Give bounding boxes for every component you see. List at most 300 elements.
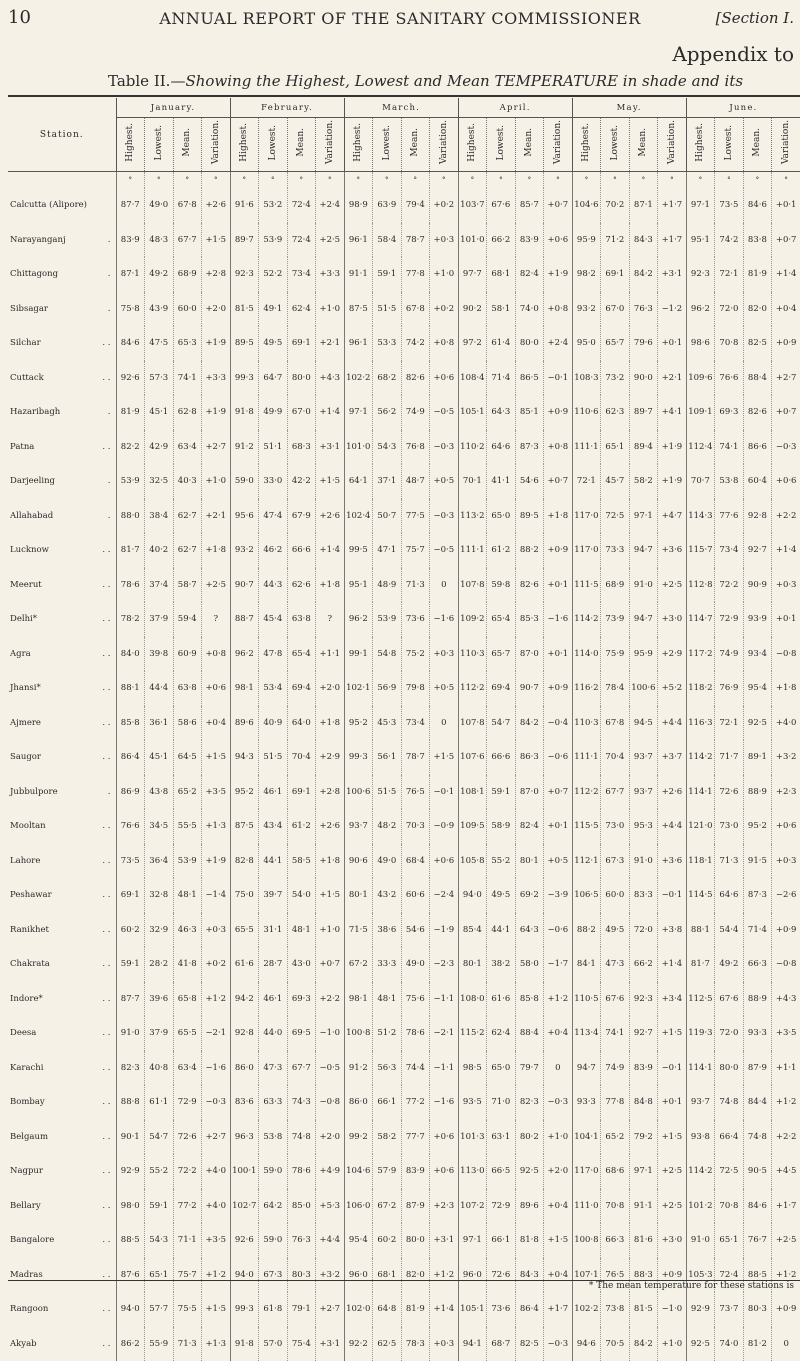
- value-cell: 60·6: [401, 878, 430, 913]
- value-cell: +1·9: [202, 844, 231, 879]
- value-cell: 91·5: [743, 844, 772, 879]
- value-cell: 61·2: [287, 809, 316, 844]
- value-cell: 95·4: [344, 1223, 373, 1258]
- value-cell: 91·6: [230, 188, 259, 223]
- degree-marker: °: [515, 172, 544, 189]
- column-header-label: Mean.: [410, 128, 420, 157]
- value-cell: 69·2: [515, 878, 544, 913]
- station-cell: [8, 1223, 116, 1258]
- running-head: ANNUAL REPORT OF THE SANITARY COMMISSIONER: [0, 9, 800, 28]
- value-cell: +4·3: [316, 361, 345, 396]
- value-cell: 72·9: [715, 602, 744, 637]
- value-cell: 65·0: [487, 499, 516, 534]
- value-cell: 49·9: [259, 395, 288, 430]
- value-cell: 63·4: [173, 430, 202, 465]
- value-cell: −0·3: [544, 1327, 573, 1361]
- station-name: Nagpur: [10, 1166, 43, 1176]
- value-cell: 47·1: [373, 533, 402, 568]
- month-header: January.: [116, 98, 230, 118]
- value-cell: −1·4: [202, 878, 231, 913]
- value-cell: 79·7: [515, 1051, 544, 1086]
- temperature-table: [8, 98, 800, 1361]
- value-cell: +1·0: [316, 913, 345, 948]
- station-cell: [8, 740, 116, 775]
- value-cell: 97·1: [629, 1154, 658, 1189]
- value-cell: 69·3: [715, 395, 744, 430]
- value-cell: +1·7: [658, 223, 687, 258]
- column-header-lowest: [487, 118, 516, 172]
- value-cell: 67·6: [487, 188, 516, 223]
- value-cell: 107·6: [458, 740, 487, 775]
- value-cell: 82·6: [515, 568, 544, 603]
- value-cell: 98·0: [116, 1189, 145, 1224]
- value-cell: 63·8: [173, 671, 202, 706]
- value-cell: 117·2: [686, 637, 715, 672]
- value-cell: 68·6: [601, 1154, 630, 1189]
- column-header-label: Lowest.: [610, 125, 620, 161]
- value-cell: +2·1: [316, 326, 345, 361]
- value-cell: −0·3: [430, 430, 459, 465]
- value-cell: 0: [430, 706, 459, 741]
- value-cell: 67·8: [601, 706, 630, 741]
- value-cell: 89·5: [230, 326, 259, 361]
- value-cell: 101·3: [458, 1120, 487, 1155]
- value-cell: +0·1: [772, 602, 800, 637]
- value-cell: 79·6: [629, 326, 658, 361]
- value-cell: 63·4: [173, 1051, 202, 1086]
- value-cell: 108·4: [458, 361, 487, 396]
- value-cell: 101·2: [686, 1189, 715, 1224]
- value-cell: 59·1: [145, 1189, 174, 1224]
- value-cell: 114·5: [686, 878, 715, 913]
- value-cell: 69·5: [287, 1016, 316, 1051]
- value-cell: 86·6: [743, 430, 772, 465]
- value-cell: 98·1: [344, 982, 373, 1017]
- value-cell: ?: [202, 602, 231, 637]
- value-cell: 114·2: [686, 740, 715, 775]
- value-cell: +1·0: [658, 1327, 687, 1361]
- value-cell: +0·1: [658, 1085, 687, 1120]
- value-cell: 110·2: [458, 430, 487, 465]
- leader-dots: .: [108, 787, 111, 797]
- value-cell: 81·9: [401, 1292, 430, 1327]
- value-cell: 89·4: [629, 430, 658, 465]
- value-cell: ?: [316, 602, 345, 637]
- value-cell: 88·4: [515, 1016, 544, 1051]
- value-cell: 69·1: [601, 257, 630, 292]
- value-cell: 47·4: [259, 499, 288, 534]
- station-cell: [8, 430, 116, 465]
- value-cell: +1·4: [772, 533, 800, 568]
- value-cell: 66·6: [487, 740, 516, 775]
- value-cell: 102·4: [344, 499, 373, 534]
- value-cell: +1·4: [316, 533, 345, 568]
- value-cell: 62·7: [173, 533, 202, 568]
- station-name: Belgaum: [10, 1132, 48, 1142]
- value-cell: 86·5: [515, 361, 544, 396]
- value-cell: 67·3: [259, 1258, 288, 1293]
- value-cell: 43·8: [145, 775, 174, 810]
- value-cell: 86·2: [116, 1327, 145, 1361]
- value-cell: 87·5: [230, 809, 259, 844]
- value-cell: 84·3: [629, 223, 658, 258]
- value-cell: 94·7: [629, 533, 658, 568]
- column-header-label: Mean.: [182, 128, 192, 157]
- station-name: Allahabad: [10, 511, 53, 521]
- column-header-highest: [686, 118, 715, 172]
- value-cell: 114·1: [686, 775, 715, 810]
- station-cell: [8, 844, 116, 879]
- degree-marker: °: [259, 172, 288, 189]
- value-cell: 90·0: [629, 361, 658, 396]
- value-cell: +2·2: [772, 1120, 800, 1155]
- value-cell: 85·7: [515, 188, 544, 223]
- value-cell: 93·9: [743, 602, 772, 637]
- value-cell: −1·1: [430, 982, 459, 1017]
- value-cell: +1·2: [772, 1085, 800, 1120]
- value-cell: 66·6: [287, 533, 316, 568]
- value-cell: 81·9: [116, 395, 145, 430]
- value-cell: −1·6: [430, 1085, 459, 1120]
- value-cell: 90·5: [743, 1154, 772, 1189]
- value-cell: 88·9: [743, 982, 772, 1017]
- value-cell: 97·1: [629, 499, 658, 534]
- station-cell: [8, 188, 116, 223]
- value-cell: 100·8: [344, 1016, 373, 1051]
- value-cell: 51·5: [259, 740, 288, 775]
- value-cell: −0·1: [658, 878, 687, 913]
- value-cell: +0·9: [544, 533, 573, 568]
- value-cell: 60·2: [116, 913, 145, 948]
- value-cell: 67·2: [373, 1189, 402, 1224]
- value-cell: 80·0: [401, 1223, 430, 1258]
- value-cell: +1·3: [202, 1327, 231, 1361]
- value-cell: 57·0: [259, 1327, 288, 1361]
- value-cell: 112·1: [572, 844, 601, 879]
- degree-marker: °: [715, 172, 744, 189]
- value-cell: +0·2: [202, 947, 231, 982]
- value-cell: 70·8: [715, 1189, 744, 1224]
- table-row: [8, 740, 800, 775]
- value-cell: 58·6: [173, 706, 202, 741]
- value-cell: 80·0: [287, 361, 316, 396]
- value-cell: +1·2: [772, 1258, 800, 1293]
- value-cell: 97·1: [686, 188, 715, 223]
- value-cell: 81·8: [515, 1223, 544, 1258]
- column-header-label: Highest.: [467, 123, 477, 162]
- value-cell: −1·1: [430, 1051, 459, 1086]
- value-cell: 65·0: [487, 1051, 516, 1086]
- value-cell: 49·5: [259, 326, 288, 361]
- month-header: June.: [686, 98, 800, 118]
- value-cell: 111·1: [572, 430, 601, 465]
- value-cell: 84·2: [629, 257, 658, 292]
- caption-text: Showing the Highest, Lowest and Mean TEMPERATURE in shade and its: [185, 72, 743, 90]
- footnote: * The mean temperature for these stations is: [589, 1281, 794, 1291]
- degree-marker: °: [202, 172, 231, 189]
- value-cell: 95·3: [629, 809, 658, 844]
- value-cell: −1·7: [544, 947, 573, 982]
- station-cell: [8, 775, 116, 810]
- value-cell: 37·9: [145, 602, 174, 637]
- column-header-lowest: [145, 118, 174, 172]
- value-cell: 67·9: [287, 499, 316, 534]
- value-cell: +0·8: [430, 326, 459, 361]
- value-cell: 76·7: [743, 1223, 772, 1258]
- column-header-label: Highest.: [239, 123, 249, 162]
- degree-marker: °: [487, 172, 516, 189]
- value-cell: 96·0: [344, 1258, 373, 1293]
- value-cell: 64·6: [487, 430, 516, 465]
- station-name: Peshawar: [10, 890, 52, 900]
- value-cell: +0·5: [544, 844, 573, 879]
- column-header-variation: [316, 118, 345, 172]
- value-cell: 84·0: [116, 637, 145, 672]
- value-cell: 62·4: [287, 292, 316, 327]
- degree-marker: °: [601, 172, 630, 189]
- value-cell: 59·8: [487, 568, 516, 603]
- leader-dots: . .: [102, 683, 110, 693]
- value-cell: 98·2: [572, 257, 601, 292]
- value-cell: 72·1: [715, 257, 744, 292]
- value-cell: +0·1: [544, 637, 573, 672]
- value-cell: 47·3: [259, 1051, 288, 1086]
- value-cell: 78·2: [116, 602, 145, 637]
- value-cell: +0·1: [658, 326, 687, 361]
- value-cell: +4·7: [658, 499, 687, 534]
- value-cell: 53·9: [173, 844, 202, 879]
- value-cell: 64·2: [259, 1189, 288, 1224]
- column-header-label: Mean.: [752, 128, 762, 157]
- value-cell: +3·0: [658, 1223, 687, 1258]
- value-cell: 83·6: [230, 1085, 259, 1120]
- value-cell: 73·8: [601, 1292, 630, 1327]
- value-cell: 72·2: [715, 568, 744, 603]
- value-cell: 45·7: [601, 464, 630, 499]
- leader-dots: . .: [102, 373, 110, 383]
- value-cell: 78·6: [401, 1016, 430, 1051]
- value-cell: 91·8: [230, 395, 259, 430]
- leader-dots: . .: [102, 1339, 110, 1349]
- value-cell: 118·2: [686, 671, 715, 706]
- station-name: Delhi*: [10, 614, 37, 624]
- value-cell: +1·5: [430, 740, 459, 775]
- station-name: Hazaribagh: [10, 407, 60, 417]
- value-cell: +2·3: [430, 1189, 459, 1224]
- appendix-title: Appendix to: [672, 42, 794, 66]
- value-cell: 48·1: [373, 982, 402, 1017]
- value-cell: 59·1: [373, 257, 402, 292]
- value-cell: 87·1: [629, 188, 658, 223]
- value-cell: 54·6: [401, 913, 430, 948]
- value-cell: 38·4: [145, 499, 174, 534]
- value-cell: +0·6: [430, 1154, 459, 1189]
- value-cell: 76·5: [401, 775, 430, 810]
- value-cell: 102·0: [344, 1292, 373, 1327]
- value-cell: 97·2: [458, 326, 487, 361]
- value-cell: 47·3: [601, 947, 630, 982]
- value-cell: 82·0: [401, 1258, 430, 1293]
- station-name: Indore*: [10, 994, 43, 1004]
- value-cell: 100·8: [572, 1223, 601, 1258]
- value-cell: 94·1: [458, 1327, 487, 1361]
- value-cell: +0·6: [430, 361, 459, 396]
- station-name: Jubbulpore: [10, 787, 58, 797]
- value-cell: 107·8: [458, 706, 487, 741]
- value-cell: 82·5: [515, 1327, 544, 1361]
- value-cell: 96·2: [686, 292, 715, 327]
- value-cell: 65·5: [173, 1016, 202, 1051]
- value-cell: 73·7: [715, 1292, 744, 1327]
- value-cell: 76·5: [601, 1258, 630, 1293]
- value-cell: 117·0: [572, 1154, 601, 1189]
- value-cell: 61·4: [487, 326, 516, 361]
- value-cell: +0·9: [772, 326, 800, 361]
- value-cell: 80·3: [743, 1292, 772, 1327]
- table-row: [8, 1051, 800, 1086]
- value-cell: 0: [772, 1327, 800, 1361]
- value-cell: +0·1: [544, 568, 573, 603]
- value-cell: +0·7: [544, 775, 573, 810]
- value-cell: +1·4: [316, 395, 345, 430]
- value-cell: 72·6: [173, 1120, 202, 1155]
- value-cell: 119·3: [686, 1016, 715, 1051]
- value-cell: 94·2: [230, 982, 259, 1017]
- value-cell: 117·0: [572, 533, 601, 568]
- value-cell: 90·2: [458, 292, 487, 327]
- column-header-label: Mean.: [638, 128, 648, 157]
- value-cell: 33·0: [259, 464, 288, 499]
- value-cell: 114·2: [572, 602, 601, 637]
- value-cell: 34·5: [145, 809, 174, 844]
- value-cell: 63·1: [487, 1120, 516, 1155]
- value-cell: 61·8: [259, 1292, 288, 1327]
- value-cell: +1·4: [772, 257, 800, 292]
- value-cell: 62·5: [373, 1327, 402, 1361]
- value-cell: +4·9: [316, 1154, 345, 1189]
- value-cell: −0·3: [430, 499, 459, 534]
- value-cell: −1·0: [316, 1016, 345, 1051]
- value-cell: −0·6: [544, 740, 573, 775]
- station-name: Ranikhet: [10, 925, 49, 935]
- value-cell: 93·5: [458, 1085, 487, 1120]
- value-cell: 48·1: [287, 913, 316, 948]
- value-cell: 92·6: [116, 361, 145, 396]
- value-cell: 65·1: [601, 430, 630, 465]
- value-cell: 58·9: [487, 809, 516, 844]
- value-cell: 88·7: [230, 602, 259, 637]
- value-cell: 38·2: [487, 947, 516, 982]
- value-cell: 110·3: [572, 706, 601, 741]
- degree-marker: °: [373, 172, 402, 189]
- station-name: Mooltan: [10, 821, 46, 831]
- value-cell: 95·6: [230, 499, 259, 534]
- value-cell: 53·9: [373, 602, 402, 637]
- column-header-mean: [743, 118, 772, 172]
- value-cell: 42·2: [287, 464, 316, 499]
- leader-dots: . .: [102, 442, 110, 452]
- value-cell: +0·3: [430, 637, 459, 672]
- value-cell: 107·2: [458, 1189, 487, 1224]
- value-cell: +0·4: [544, 1016, 573, 1051]
- value-cell: +1·3: [202, 809, 231, 844]
- station-column-header: Station.: [8, 98, 116, 172]
- column-header-variation: [202, 118, 231, 172]
- station-name: Lahore: [10, 856, 40, 866]
- value-cell: 49·0: [401, 947, 430, 982]
- column-header-label: Variation.: [781, 120, 791, 164]
- value-cell: +1·0: [544, 1120, 573, 1155]
- value-cell: 88·5: [116, 1223, 145, 1258]
- value-cell: −0·8: [772, 947, 800, 982]
- value-cell: 74·0: [715, 1327, 744, 1361]
- value-cell: 70·5: [601, 1327, 630, 1361]
- value-cell: 55·9: [145, 1327, 174, 1361]
- value-cell: 54·7: [487, 706, 516, 741]
- column-header-mean: [401, 118, 430, 172]
- value-cell: 72·9: [487, 1189, 516, 1224]
- value-cell: 65·4: [287, 637, 316, 672]
- value-cell: −0·3: [544, 1085, 573, 1120]
- table-row: [8, 947, 800, 982]
- station-cell: [8, 568, 116, 603]
- value-cell: 91·0: [686, 1223, 715, 1258]
- value-cell: 111·0: [572, 1189, 601, 1224]
- column-header-label: Variation.: [553, 120, 563, 164]
- value-cell: 107·8: [458, 568, 487, 603]
- value-cell: 115·7: [686, 533, 715, 568]
- value-cell: 71·3: [173, 1327, 202, 1361]
- value-cell: 62·3: [601, 395, 630, 430]
- table-row: [8, 533, 800, 568]
- value-cell: +1·5: [316, 464, 345, 499]
- value-cell: 99·3: [230, 1292, 259, 1327]
- column-header-label: Mean.: [296, 128, 306, 157]
- table-row: [8, 292, 800, 327]
- value-cell: 75·0: [230, 878, 259, 913]
- value-cell: 56·1: [373, 740, 402, 775]
- value-cell: 82·3: [116, 1051, 145, 1086]
- value-cell: 69·3: [287, 982, 316, 1017]
- value-cell: 54·3: [145, 1223, 174, 1258]
- value-cell: +1·9: [202, 395, 231, 430]
- value-cell: 71·3: [715, 844, 744, 879]
- value-cell: 104·6: [344, 1154, 373, 1189]
- value-cell: 93·4: [743, 637, 772, 672]
- value-cell: 42·9: [145, 430, 174, 465]
- value-cell: 54·8: [373, 637, 402, 672]
- value-cell: +0·8: [544, 292, 573, 327]
- degree-marker: °: [458, 172, 487, 189]
- value-cell: 0: [544, 1051, 573, 1086]
- value-cell: 72·1: [572, 464, 601, 499]
- value-cell: 81·7: [116, 533, 145, 568]
- value-cell: +0·8: [202, 637, 231, 672]
- column-header-highest: [344, 118, 373, 172]
- value-cell: 88·1: [686, 913, 715, 948]
- value-cell: 107·1: [572, 1258, 601, 1293]
- value-cell: −0·1: [430, 775, 459, 810]
- value-cell: 68·7: [487, 1327, 516, 1361]
- value-cell: 89·7: [629, 395, 658, 430]
- station-cell: [8, 257, 116, 292]
- value-cell: 40·3: [173, 464, 202, 499]
- station-name: Agra: [10, 649, 31, 659]
- value-cell: −3·9: [544, 878, 573, 913]
- value-cell: +0·7: [544, 188, 573, 223]
- value-cell: 112·2: [458, 671, 487, 706]
- value-cell: +3·6: [658, 533, 687, 568]
